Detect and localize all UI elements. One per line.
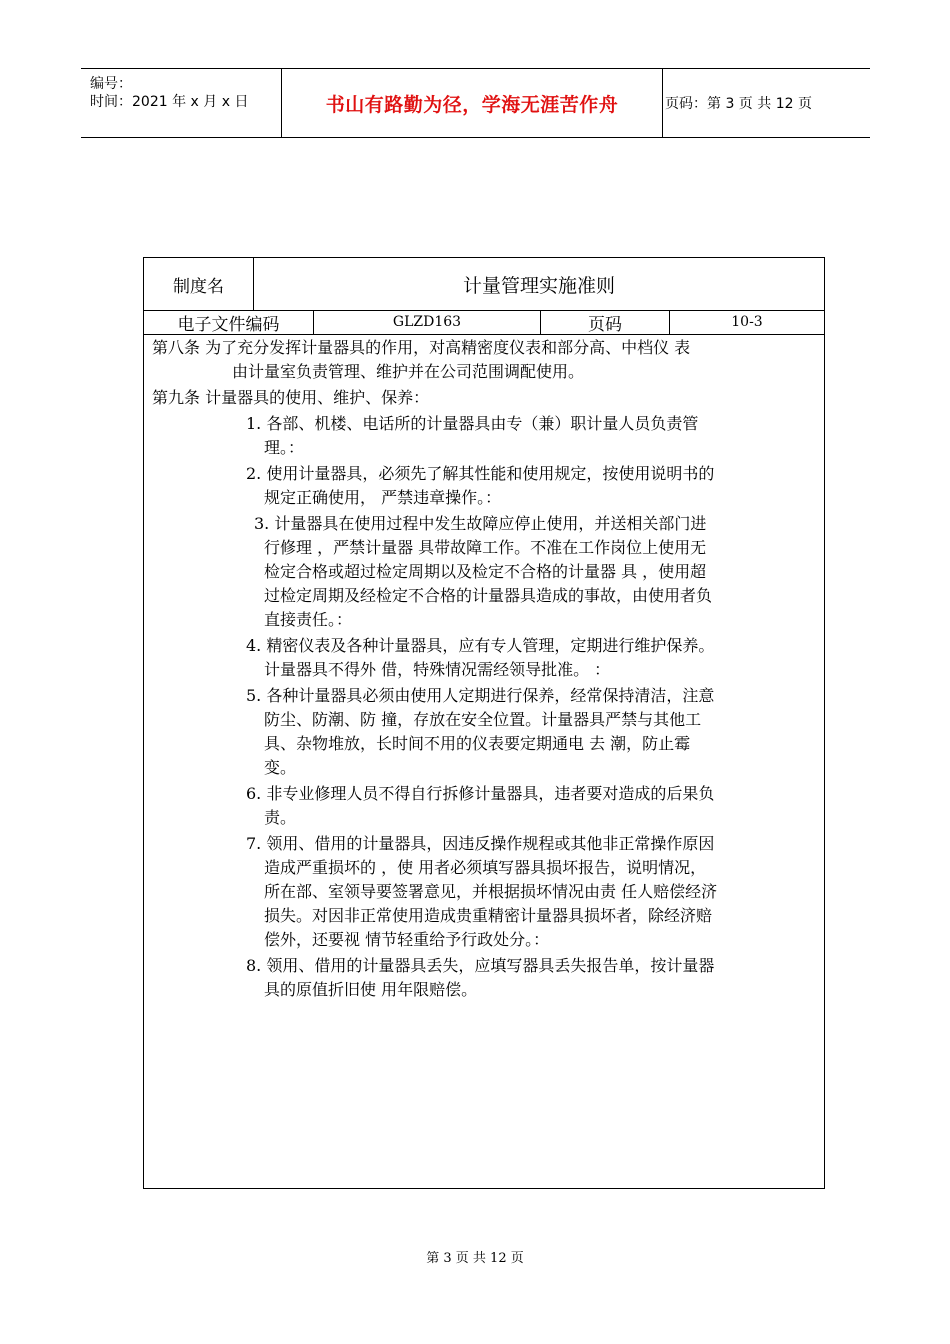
file-info-row xyxy=(144,310,824,335)
item-3-line-1: 3. 计量器具在使用过程中发生故障应停止使用，并送相关部门进 xyxy=(254,514,707,533)
article-9-heading: 第九条 计量器具的使用、维护、保养： xyxy=(152,388,430,407)
item-7-line-3: 所在部、室领导要签署意见，并根据损坏情况由责 任人赔偿经济 xyxy=(264,882,718,901)
item-6-line-2: 责。 xyxy=(264,808,297,827)
date-line: 时间：2021 年 x 月 x 日 xyxy=(90,94,249,110)
header-motto-cell xyxy=(281,69,663,137)
item-5-line-3: 具、杂物堆放，长时间不用的仪表要定期通电 去 潮，防止霉 xyxy=(264,734,691,753)
item-7-line-5: 偿外，还要视 情节轻重给予行政处分。： xyxy=(264,930,550,949)
regulation-form xyxy=(143,257,825,1189)
item-2-line-1: 2. 使用计量器具，必须先了解其性能和使用规定，按使用说明书的 xyxy=(246,464,715,483)
motto-text: 书山有路勤为径，学海无涯苦作舟 xyxy=(325,93,619,116)
page-label: 页码 xyxy=(541,310,670,334)
item-5-line-2: 防尘、防潮、防 撞，存放在安全位置。计量器具严禁与其他工 xyxy=(264,710,702,729)
article-8-line-2: 由计量室负责管理、维护并在公司范围调配使用。 xyxy=(232,362,585,381)
page-footer: 第 3 页 共 12 页 xyxy=(426,1251,524,1266)
title-row xyxy=(144,258,824,311)
header-page-cell xyxy=(662,69,870,137)
item-8-line-1: 8. 领用、借用的计量器具丢失，应填写器具丢失报告单，按计量器 xyxy=(246,956,715,975)
page-header xyxy=(81,68,870,138)
item-5-line-4: 变。 xyxy=(264,758,297,777)
item-4-line-2: 计量器具不得外 借，特殊情况需经领导批准。 ： xyxy=(264,660,611,679)
item-2-line-2: 规定正确使用， 严禁违章操作。： xyxy=(264,488,502,507)
item-3-line-5: 直接责任。： xyxy=(264,610,353,629)
item-3-line-3: 检定合格或超过检定周期以及检定不合格的计量器 具 ，使用超 xyxy=(264,562,707,581)
item-1-line-2: 理。： xyxy=(264,438,305,457)
item-3-line-2: 行修理 ，严禁计量器 具带故障工作。不准在工作岗位上使用无 xyxy=(264,538,707,557)
item-7-line-4: 损失。对因非正常使用造成贵重精密计量器具损坏者，除经济赔 xyxy=(264,906,713,925)
file-code-label: 电子文件编码 xyxy=(144,310,314,334)
file-code-value: GLZD163 xyxy=(314,310,541,334)
item-3-line-4: 过检定周期及经检定不合格的计量器具造成的事故，由使用者负 xyxy=(264,586,713,605)
item-6-line-1: 6. 非专业修理人员不得自行拆修计量器具，违者要对造成的后果负 xyxy=(246,784,715,803)
code-label: 编号： xyxy=(90,76,132,92)
page-value: 10-3 xyxy=(731,314,763,330)
item-7-line-1: 7. 领用、借用的计量器具，因违反操作规程或其他非正常操作原因 xyxy=(246,834,715,853)
header-page-info: 页码：第 3 页 共 12 页 xyxy=(665,96,812,112)
document-title: 计量管理实施准则 xyxy=(462,274,615,297)
item-1-line-1: 1. 各部、机楼、电话所的计量器具由专（兼）职计量人员负责管 xyxy=(246,414,699,433)
item-7-line-2: 造成严重损坏的 ，使 用者必须填写器具损坏报告，说明情况， xyxy=(264,858,707,877)
item-5-line-1: 5. 各种计量器具必须由使用人定期进行保养，经常保持清洁，注意 xyxy=(246,686,715,705)
system-name-label: 制度名 xyxy=(144,258,254,310)
article-8-line-1: 第八条 为了充分发挥计量器具的作用，对高精密度仪表和部分高、中档仪 表 xyxy=(152,338,691,357)
item-4-line-1: 4. 精密仪表及各种计量器具，应有专人管理，定期进行维护保养。 xyxy=(246,636,715,655)
header-meta xyxy=(81,69,281,137)
item-8-line-2: 具的原值折旧使 用年限赔偿。 xyxy=(264,980,478,999)
